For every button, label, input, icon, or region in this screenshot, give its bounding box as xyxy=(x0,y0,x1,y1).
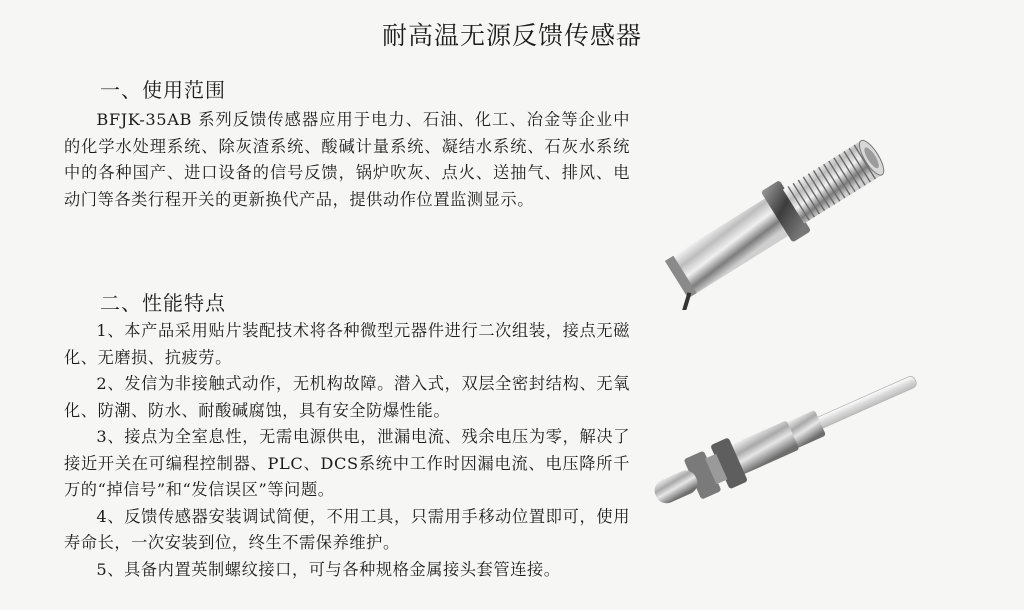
section-body-features xyxy=(64,318,630,583)
feature-item-5: 5、具备内置英制螺纹接口，可与各种规格金属接头套管连接。 xyxy=(96,559,561,579)
feature-item-2: 2、发信为非接触式动作，无机构故障。潜入式，双层全密封结构、无氧化、防潮、防水、耐酸碱腐蚀，具有安全防爆性能。 xyxy=(64,374,630,420)
feature-item-4: 4、反馈传感器安装调试简便，不用工具，只需用手移动位置即可，使用寿命长，一次安装到位，终生不需保养维护。 xyxy=(64,506,630,552)
paragraph: BFJK-35AB 系列反馈传感器应用于电力、石油、化工、冶金等企业中的化学水处理系统、除灰渣系统、酸碱计量系统、凝结水系统、石灰水系统中的各种国产、进口设备的信号反馈，锅炉吹灰、点火、送抽气、排风、电动门等各类行程开关的更新换代产品，提供动作位置监测显示。 xyxy=(64,110,630,209)
section-body-scope xyxy=(64,107,630,213)
section-heading-scope: 一、使用范围 xyxy=(100,78,226,102)
sensor-product-image-bottom xyxy=(640,355,930,515)
sensor-product-image-top xyxy=(640,115,920,310)
feature-item-3: 3、接点为全室息性，无需电源供电，泄漏电流、残余电压为零，解决了接近开关在可编程控制器、PLC、DCS系统中工作时因漏电流、电压降所千万的“掉信号”和“发信误区”等问题。 xyxy=(64,427,630,499)
feature-item-1: 1、本产品采用贴片装配技术将各种微型元器件进行二次组装，接点无磁化、无磨损、抗疲劳。 xyxy=(64,321,630,367)
section-heading-features: 二、性能特点 xyxy=(100,291,226,315)
document-title: 耐高温无源反馈传感器 xyxy=(381,21,642,50)
